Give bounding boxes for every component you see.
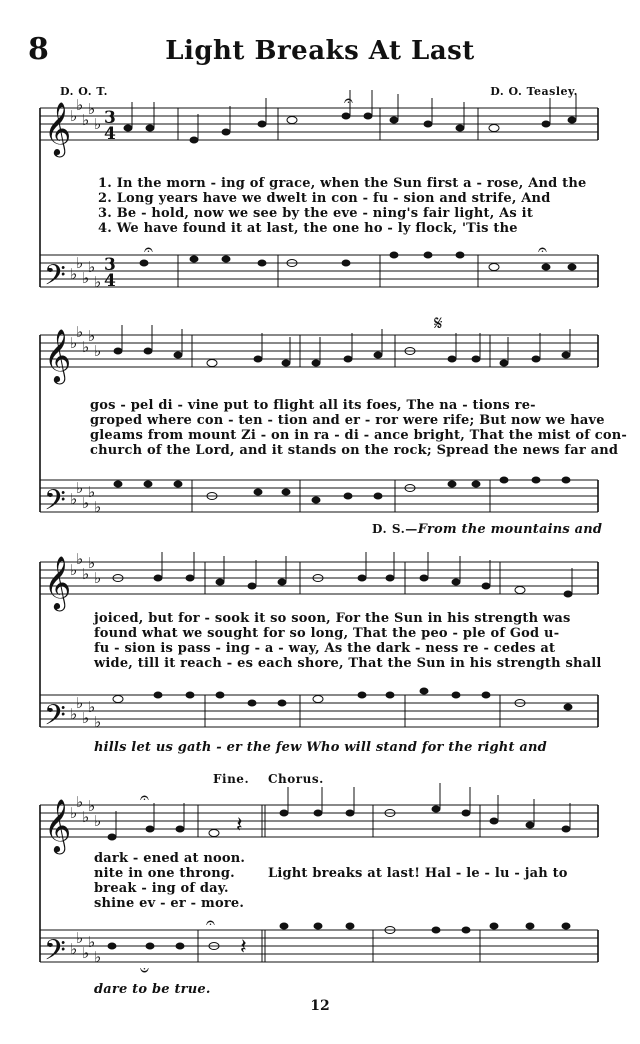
svg-text:♭: ♭ <box>88 327 96 345</box>
svg-text:♭: ♭ <box>76 479 84 497</box>
svg-text:♭: ♭ <box>82 338 90 356</box>
verse-line-3: gleams from mount Zi - on in ra - di - ance bright, That the mist of con- <box>90 428 627 443</box>
svg-text:♭: ♭ <box>94 713 102 731</box>
svg-text:𝄑: 𝄑 <box>140 960 149 979</box>
verse-line-3: fu - sion is pass - ing - a - way, As the dark - ness re - cedes at <box>94 641 556 656</box>
svg-text:♭: ♭ <box>70 490 78 508</box>
svg-text:𝄢: 𝄢 <box>44 699 66 739</box>
svg-text:♭: ♭ <box>70 705 78 723</box>
svg-text:♭: ♭ <box>70 265 78 283</box>
svg-text:𝄞: 𝄞 <box>44 328 72 382</box>
svg-text:𝄐: 𝄐 <box>140 788 149 807</box>
svg-text:𝄽: 𝄽 <box>236 813 243 838</box>
svg-text:♭: ♭ <box>82 565 90 583</box>
svg-text:♭: ♭ <box>76 96 84 114</box>
svg-text:♭: ♭ <box>94 948 102 966</box>
verse-line-1: joiced, but for - sook it so soon, For the Sun in his strength was <box>94 611 571 626</box>
svg-text:♭: ♭ <box>76 550 84 568</box>
page-number: 12 <box>310 998 330 1014</box>
hymn-title: Light Breaks At Last <box>165 36 475 66</box>
svg-text:♭: ♭ <box>82 269 90 287</box>
svg-text:♭: ♭ <box>76 254 84 272</box>
svg-text:♭: ♭ <box>76 793 84 811</box>
svg-text:♭: ♭ <box>82 494 90 512</box>
svg-text:♭: ♭ <box>70 334 78 352</box>
svg-text:𝄢: 𝄢 <box>44 934 66 974</box>
svg-text:♭: ♭ <box>94 812 102 830</box>
svg-text:𝄐: 𝄐 <box>344 91 353 110</box>
svg-text:♭: ♭ <box>76 323 84 341</box>
verse-line-2: nite in one throng. <box>94 866 235 881</box>
svg-text:♭: ♭ <box>94 569 102 587</box>
svg-text:𝄢: 𝄢 <box>44 484 66 524</box>
verse-line-4: shine ev - er - more. <box>94 896 245 911</box>
svg-text:♭: ♭ <box>82 808 90 826</box>
svg-text:♭: ♭ <box>88 100 96 118</box>
svg-text:♭: ♭ <box>70 561 78 579</box>
svg-text:♭: ♭ <box>82 944 90 962</box>
hymn-number: 8 <box>28 32 49 67</box>
chorus-line: Light breaks at last! Hal - le - lu - jah to <box>268 866 568 881</box>
svg-text:𝄞: 𝄞 <box>44 101 72 155</box>
svg-text:♭: ♭ <box>94 115 102 133</box>
svg-text:♭: ♭ <box>94 273 102 291</box>
verse-line-3: 3. Be - hold, now we see by the eve - ning's fair light, As it <box>98 206 534 221</box>
ds-label: D. S.— <box>372 522 418 536</box>
svg-text:♭: ♭ <box>88 797 96 815</box>
svg-text:♭: ♭ <box>70 107 78 125</box>
svg-text:4: 4 <box>104 124 116 144</box>
svg-text:𝄞: 𝄞 <box>44 555 72 609</box>
verse-line-4: wide, till it reach - es each shore, That the Sun in his strength shall <box>94 656 602 671</box>
fine-marking: Fine. <box>213 772 250 786</box>
verse-line-2: 2. Long years have we dwelt in con - fu - sion and strife, And <box>98 191 551 206</box>
svg-text:𝄐: 𝄐 <box>206 913 215 932</box>
svg-text:♭: ♭ <box>88 258 96 276</box>
ds-text: hills let us gath - er the few Who will stand for the right and <box>94 740 547 755</box>
svg-text:♭: ♭ <box>70 940 78 958</box>
svg-text:♭: ♭ <box>94 342 102 360</box>
svg-text:♭: ♭ <box>88 554 96 572</box>
svg-text:♭: ♭ <box>76 929 84 947</box>
verse-line-4: 4. We have found it at last, the one ho - ly flock, 'Tis the <box>98 221 518 236</box>
ds-text: From the mountains and <box>417 522 603 537</box>
verse-line-1: 1. In the morn - ing of grace, when the Sun first a - rose, And the <box>98 176 587 191</box>
lyricist-credit: D. O. T. <box>60 85 108 98</box>
svg-text:♭: ♭ <box>76 694 84 712</box>
verse-line-3: break - ing of day. <box>94 881 229 896</box>
verse-line-4: church of the Lord, and it stands on the rock; Spread the news far and <box>90 443 619 458</box>
svg-text:3: 3 <box>104 108 116 128</box>
verse-line-1: gos - pel di - vine put to flight all its foes, The na - tions re- <box>90 398 536 413</box>
verse-line-2: groped where con - ten - tion and er - ror were rife; But now we have <box>90 413 605 428</box>
svg-text:𝄐: 𝄐 <box>538 240 547 259</box>
chorus-marking: Chorus. <box>268 772 324 786</box>
svg-text:♭: ♭ <box>88 483 96 501</box>
ds-text: dare to be true. <box>94 982 211 997</box>
svg-text:4: 4 <box>104 271 116 291</box>
svg-text:𝄽: 𝄽 <box>240 935 247 960</box>
composer-credit: D. O. Teasley. <box>490 85 578 98</box>
svg-text:♭: ♭ <box>94 498 102 516</box>
ds-marking <box>372 522 602 537</box>
svg-text:♭: ♭ <box>82 111 90 129</box>
svg-text:♭: ♭ <box>88 698 96 716</box>
verse-line-2: found what we sought for so long, That the peo - ple of God u- <box>94 626 560 641</box>
svg-text:𝄋: 𝄋 <box>434 311 443 335</box>
svg-text:𝄐: 𝄐 <box>144 240 153 259</box>
svg-text:𝄞: 𝄞 <box>44 798 72 852</box>
svg-text:♭: ♭ <box>70 804 78 822</box>
svg-text:𝄢: 𝄢 <box>44 259 66 299</box>
svg-text:3: 3 <box>104 255 116 275</box>
verse-line-1: dark - ened at noon. <box>94 851 246 866</box>
svg-text:♭: ♭ <box>88 933 96 951</box>
svg-text:♭: ♭ <box>82 709 90 727</box>
